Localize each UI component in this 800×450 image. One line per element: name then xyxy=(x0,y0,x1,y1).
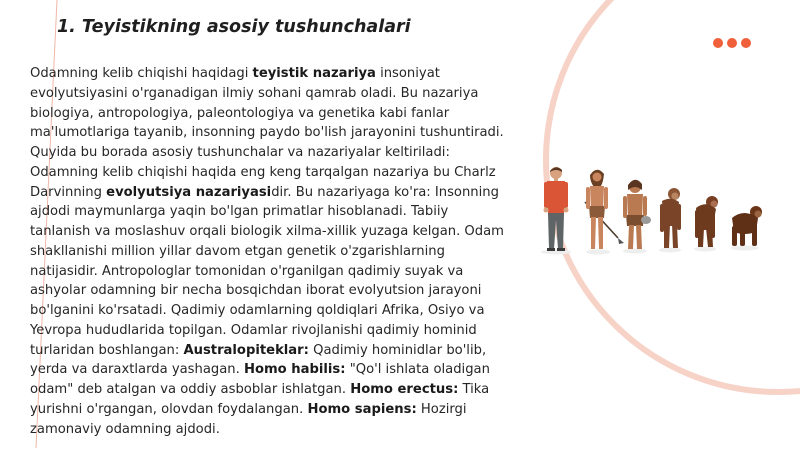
term-homo-habilis: Homo habilis: xyxy=(243,362,346,378)
slide-title: 1. Teyistikning asosiy tushunchalari xyxy=(57,17,411,37)
dot-icon xyxy=(741,38,751,48)
term-teyistik-nazariya: teyistik nazariya xyxy=(252,66,376,81)
text-run: dir. Bu nazariyaga ko'ra: Insonning ajdodi maymunlarga yaqin bo'lgan primatlar hisoblanadi. Tabiiy tanlanish va moslashuv orqali biologik xilma-xillik yuzaga kelgan. Odam shakllanishi million yillar davom etgan genetik o'zgarishlarning natijasidir. Antropologlar tomonidan o'rganilgan qadimiy suyak va ashyolar odamning bir necha bosqichdan iborat evolyutsion jarayoni bo'lganini ko'rsatadi. Qadimiy odamlarning qoldiqlari Afrika, Osiyo va Yevropa hududlarida topilgan. Odamlar rivojlanishi qadimiy hominid turlaridan boshlangan: xyxy=(30,184,504,358)
early-hominid-figure xyxy=(695,196,718,247)
text-run: insoniyat evolyutsiyasini o'rganadigan ilmiy sohani qamrab oladi. Bu nazariya biologiya, antropologiya, paleontologiya va genetika kabi fanlar ma'lumotlariga tayanib, insonning paydo bo'lish jarayonini tushuntiradi. Quyida bu borada asosiy tushunchalar va nazariyalar keltiriladi: Odamning kelib chiqishi haqida eng keng tarqalgan nazariya bu Charlz Darvinning xyxy=(30,66,504,200)
term-homo-sapiens: Homo sapiens: xyxy=(307,401,417,417)
term-evolyutsiya-nazariyasi: evolyutsiya nazariyasi xyxy=(106,184,272,200)
early-human-stone-figure xyxy=(623,180,651,249)
dot-icon xyxy=(713,38,723,48)
text-run: Hozirgi zamonaviy odamning ajdodi. xyxy=(30,401,467,437)
hominid-figure xyxy=(660,188,681,248)
text-run: Tika yurishni o'rgangan, olovdan foydalangan. xyxy=(30,382,490,417)
text-run: Odamning kelib chiqishi haqidagi xyxy=(30,66,253,81)
text-run: "Qo'l ishlata oladigan odam" deb atalgan va oddiy asboblar ishlatgan. xyxy=(30,362,490,397)
term-homo-erectus: Homo erectus: xyxy=(350,382,459,397)
text-run: Qadimiy hominidlar bo'lib, yerda va daraxtlarda yashagan. xyxy=(30,342,487,378)
ape-figure xyxy=(732,206,762,246)
body-paragraph xyxy=(30,64,512,439)
three-dots-icon xyxy=(713,38,751,48)
caveman-spear-figure xyxy=(585,170,624,249)
modern-human-figure xyxy=(544,167,569,251)
term-australopiteklar: Australopiteklar: xyxy=(183,342,309,358)
human-evolution-illustration xyxy=(534,160,774,256)
dot-icon xyxy=(727,38,737,48)
